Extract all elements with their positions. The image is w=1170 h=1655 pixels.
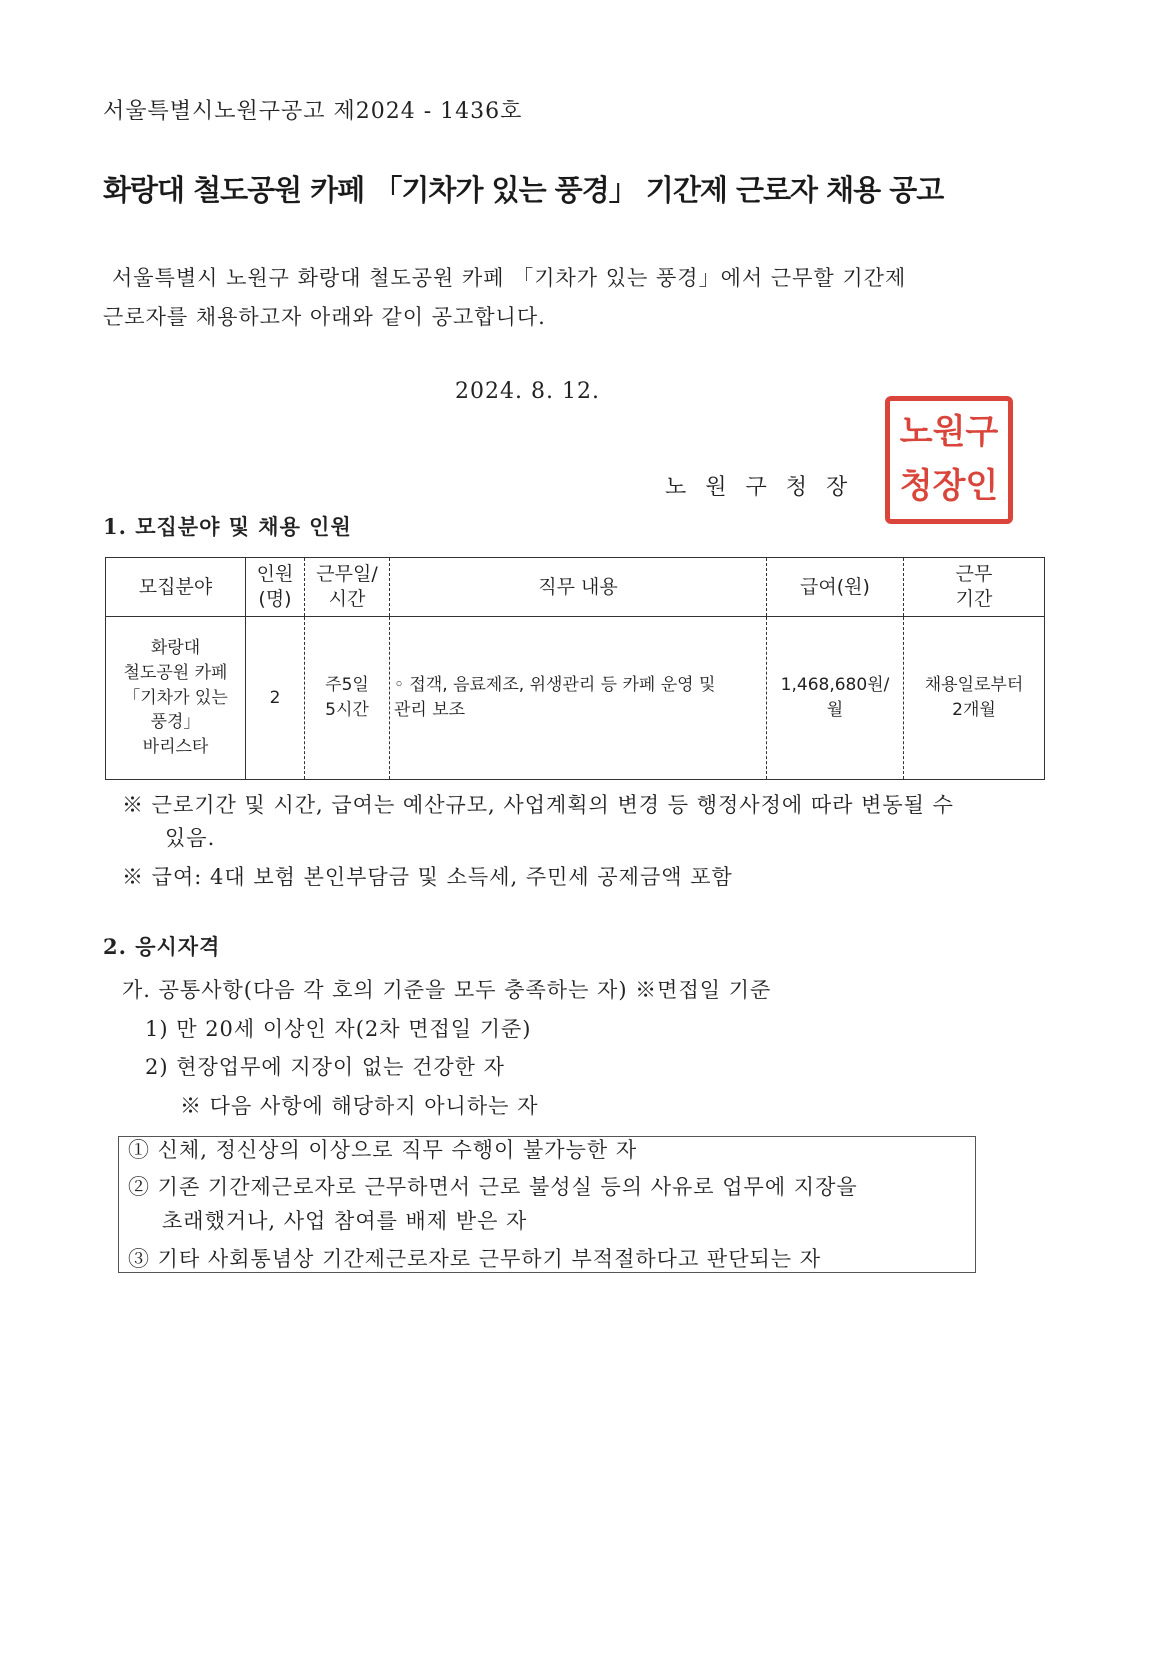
cell-text: 주5일 [325,675,369,696]
requirement-1: 1) 만 20세 이상인 자(2차 면접일 기준) [145,1017,532,1041]
table-header-row [106,558,1045,617]
seal-line-2: 청장인 [899,466,999,506]
cell-text: 관리 보조 [394,700,466,720]
exclusion-2-cont: 초래했거나, 사업 참여를 배제 받은 자 [162,1209,528,1233]
notice-number: 서울특별시노원구공고 제2024 - 1436호 [103,99,523,124]
section1-heading: 1. 모집분야 및 채용 인원 [103,514,352,539]
header-text: 인원(명) [256,563,294,610]
header-text: 급여(원) [800,575,870,598]
cell-field [106,617,246,780]
intro-line-2: 근로자를 채용하고자 아래와 같이 공고합니다. [103,305,546,329]
cell-schedule [305,617,390,780]
cell-text: 채용일로부터 [924,675,1024,696]
cell-text: 바리스타 [142,736,209,757]
intro-line-1: 서울특별시 노원구 화랑대 철도공원 카페 「기차가 있는 풍경」에서 근무할 기간제 [112,266,907,290]
cell-salary [767,617,904,780]
cell-text: 5시간 [325,700,369,720]
header-text: 직무 내용 [538,575,618,598]
seal-line-1: 노원구 [899,412,999,452]
section2-heading: 2. 응시자격 [103,934,221,959]
cell-text: 화랑대 [150,638,201,659]
exclusion-3: ③ 기타 사회통념상 기간제근로자로 근무하기 부적절하다고 판단되는 자 [128,1247,822,1271]
note-1: ※ 근로기간 및 시간, 급여는 예산규모, 사업계획의 변경 등 행정사정에 따라 변동될 수 [122,793,954,817]
header-count [246,558,305,617]
requirement-2: 2) 현장업무에 지장이 없는 건강한 자 [145,1055,505,1079]
table-row [106,617,1045,780]
cell-text: 풍경」 [150,712,201,733]
common-requirements: 가. 공통사항(다음 각 호의 기준을 모두 충족하는 자) ※면접일 기준 [122,978,772,1002]
recruitment-table [105,557,1045,780]
header-period [904,558,1045,617]
cell-text: 「기차가 있는 [123,687,228,708]
header-duties [390,558,767,617]
note-1-cont: 있음. [165,826,216,850]
header-salary [767,558,904,617]
cell-text: ◦ 접객, 음료제조, 위생관리 등 카페 운영 및 [394,675,716,696]
cell-count: 2 [246,617,305,780]
issuer: 노 원 구 청 장 [665,475,854,500]
cell-text: 1,468,680원/ [780,675,890,696]
cell-text: 월 [826,700,844,720]
cell-period [904,617,1045,780]
cell-text: 2개월 [952,700,996,720]
note-2: ※ 급여: 4대 보험 본인부담금 및 소득세, 주민세 공제금액 포함 [122,865,733,889]
cell-duties [390,617,767,780]
header-text: 근무기간 [955,563,993,610]
exclusion-1: ① 신체, 정신상의 이상으로 직무 수행이 불가능한 자 [128,1138,638,1162]
header-field [106,558,246,617]
notice-date: 2024. 8. 12. [455,379,600,404]
header-text: 근무일/시간 [316,563,378,610]
exclusion-note: ※ 다음 사항에 해당하지 아니하는 자 [180,1094,539,1118]
header-text: 모집분야 [138,575,213,598]
official-seal [885,396,1013,524]
exclusion-2: ② 기존 기간제근로자로 근무하면서 근로 불성실 등의 사유로 업무에 지장을 [128,1175,858,1199]
cell-text: 철도공원 카페 [123,663,228,684]
page-title: 화랑대 철도공원 카페 「기차가 있는 풍경」 기간제 근로자 채용 공고 [103,173,944,207]
header-schedule [305,558,390,617]
